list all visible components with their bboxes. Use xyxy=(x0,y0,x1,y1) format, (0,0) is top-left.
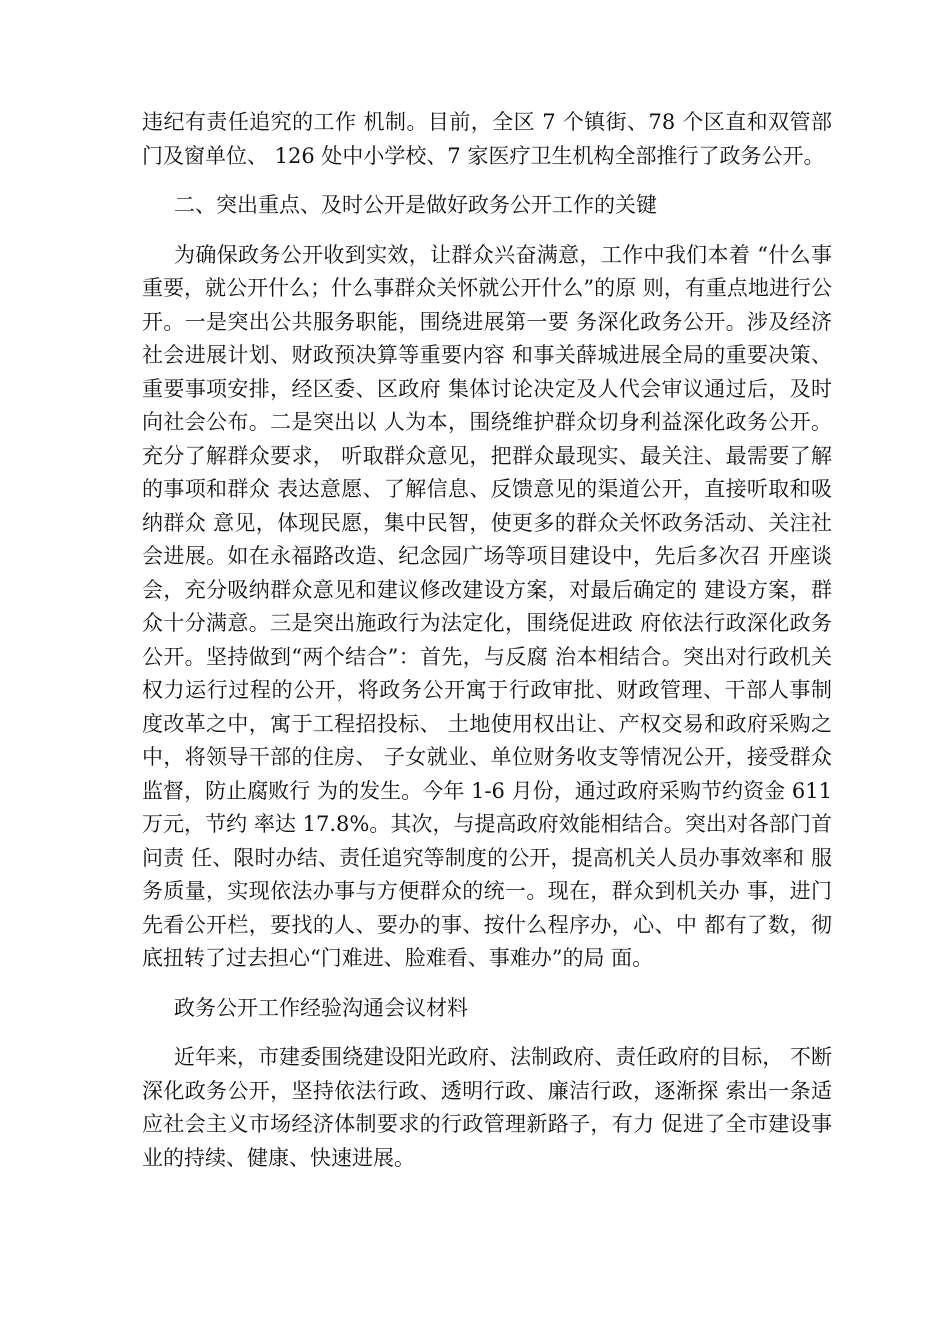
section-heading: 二、突出重点、及时公开是做好政务公开工作的关键 xyxy=(174,193,657,217)
paragraph-continuation: 违纪有责任追究的工作 机制。目前，全区 7 个镇街、78 个区直和双管部门及窗单位、 126 处中小学校、7 家医疗卫生机构全部推行了政务公开。 xyxy=(142,110,832,168)
document-title: 政务公开工作经验沟通会议材料 xyxy=(174,995,468,1020)
paragraph-intro: 近年来，市建委围绕建设阳光政府、法制政府、责任政府的目标， 不断深化政务公开，坚持依法行政、透明行政、廉洁行政，逐渐探 索出一条适应社会主义市场经济体制要求的行政管理新路子，有力 促进了全市建设事业的持续、健康、快速进展。 xyxy=(142,1045,832,1170)
paragraph-body: 为确保政务公开收到实效，让群众兴奋满意，工作中我们本着 “什么事重要，就公开什么；什么事群众关怀就公开什么”的原 则，有重点地进行公开。一是突出公共服务职能，围绕进展第一要 务深化政务公开。涉及经济社会进展计划、财政预决算等重要内容 和事关薛城进展全局的重要决策、重要事项安排，经区委、区政府 集体讨论决定及人代会审议通过后，及时向社会公布。二是突出以 人为本，围绕维护群众切身利益深化政务公开。充分了解群众要求， 听取群众意见，把群众最现实、最关注、最需要了解的事项和群众 表达意愿、了解信息、反馈意见的渠道公开，直接听取和吸纳群众 意见，体现民愿，集中民智，使更多的群众关怀政务活动、关注社 会进展。如在永福路改造、纪念园广场等项目建设中，先后多次召 开座谈会，充分吸纳群众意见和建议修改建设方案，对最后确定的 建设方案，群众十分满意。三是突出施政行为法定化，围绕促进政 府依法行政深化政务公开。坚持做到“两个结合”：首先，与反腐 治本相结合。突出对行政机关权力运行过程的公开，将政务公开寓于行政审批、财政管理、干部人事制度改革之中，寓于工程招投标、 土地使用权出让、产权交易和政府采购之中，将领导干部的住房、 子女就业、单位财务收支等情况公开，接受群众监督，防止腐败行 为的发生。今年 1-6 月份，通过政府采购节约资金 611 万元，节约 率达 17.8%。其次，与提高政府效能相结合。突出对各部门首问责 任、限时办结、责任追究等制度的公开，提高机关人员办事效率和 服务质量，实现依法办事与方便群众的统一。现在，群众到机关办 事，进门先看公开栏，要找的人、要办的事、按什么程序办，心、中 都有了数，彻底扭转了过去担心“门难进、脸难看、事难办”的局 面。 xyxy=(142,242,832,970)
document-page xyxy=(142,106,832,1175)
